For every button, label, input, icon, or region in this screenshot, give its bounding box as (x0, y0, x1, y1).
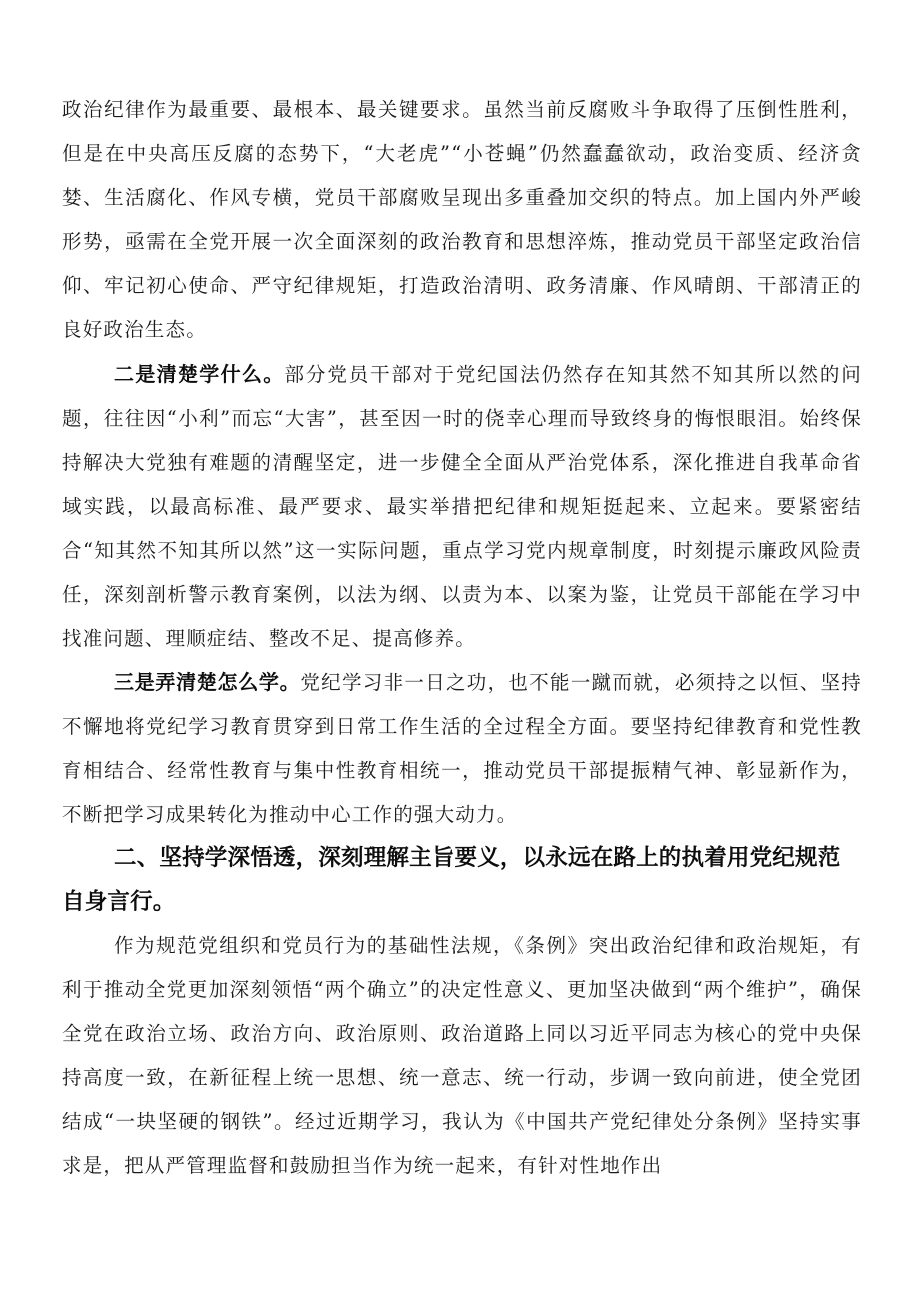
paragraph-1 (62, 88, 862, 352)
paragraph-2 (62, 352, 862, 661)
paragraph-2-body: 部分党员干部对于党纪国法仍然存在知其然不知其所以然的问题，往往因“小利”而忘“大害”，甚至因一时的侥幸心理而导致终身的悔恨眼泪。始终保持解决大党独有难题的清醒坚定，进一步健全全面从严治党体系，深化推进自我革命省域实践，以最高标准、最严要求、最实举措把纪律和规矩挺起来、立起来。要紧密结合“知其然不知其所以然”这一实际问题，重点学习党内规章制度，时刻提示廉政风险责任，深刻剖析警示教育案例，以法为纲、以责为本、以案为鉴，让党员干部能在学习中找准问题、理顺症结、整改不足、提高修养。 (62, 363, 862, 650)
paragraph-3-body: 党纪学习非一日之功，也不能一蹴而就，必须持之以恒、坚持不懈地将党纪学习教育贯穿到日常工作生活的全过程全方面。要坚持纪律教育和党性教育相结合、经常性教育与集中性教育相统一，推动党员干部提振精气神、彰显新作为，不断把学习成果转化为推动中心工作的强大动力。 (62, 671, 862, 826)
paragraph-4-text: 作为规范党组织和党员行为的基础性法规，《条例》突出政治纪律和政治规矩，有利于推动全党更加深刻领悟“两个确立”的决定性意义、更加坚决做到“两个维护”，确保全党在政治立场、政治方向、政治原则、政治道路上同以习近平同志为核心的党中央保持高度一致，在新征程上统一思想、统一意志、统一行动，步调一致向前进，使全党团结成“一块坚硬的钢铁”。经过近期学习，我认为《中国共产党纪律处分条例》坚持实事求是，把从严管理监督和鼓励担当作为统一起来，有针对性地作出 (62, 934, 862, 1177)
paragraph-1-text: 政治纪律作为最重要、最根本、最关键要求。虽然当前反腐败斗争取得了压倒性胜利，但是在中央高压反腐的态势下，“大老虎”“小苍蝇”仍然蠢蠢欲动，政治变质、经济贪婪、生活腐化、作风专横，党员干部腐败呈现出多重叠加交织的特点。加上国内外严峻形势，亟需在全党开展一次全面深刻的政治教育和思想淬炼，推动党员干部坚定政治信仰、牢记初心使命、严守纪律规矩，打造政治清明、政务清廉、作风晴朗、干部清正的良好政治生态。 (62, 98, 862, 341)
section-heading-2: 二、坚持学深悟透，深刻理解主旨要义，以永远在路上的执着用党纪规范自身言行。 (62, 845, 841, 915)
paragraph-4 (62, 924, 862, 1188)
paragraph-3-lead: 三是弄清楚怎么学。 (114, 670, 301, 694)
paragraph-2-lead: 二是清楚学什么。 (114, 362, 285, 386)
paragraph-3 (62, 660, 862, 837)
